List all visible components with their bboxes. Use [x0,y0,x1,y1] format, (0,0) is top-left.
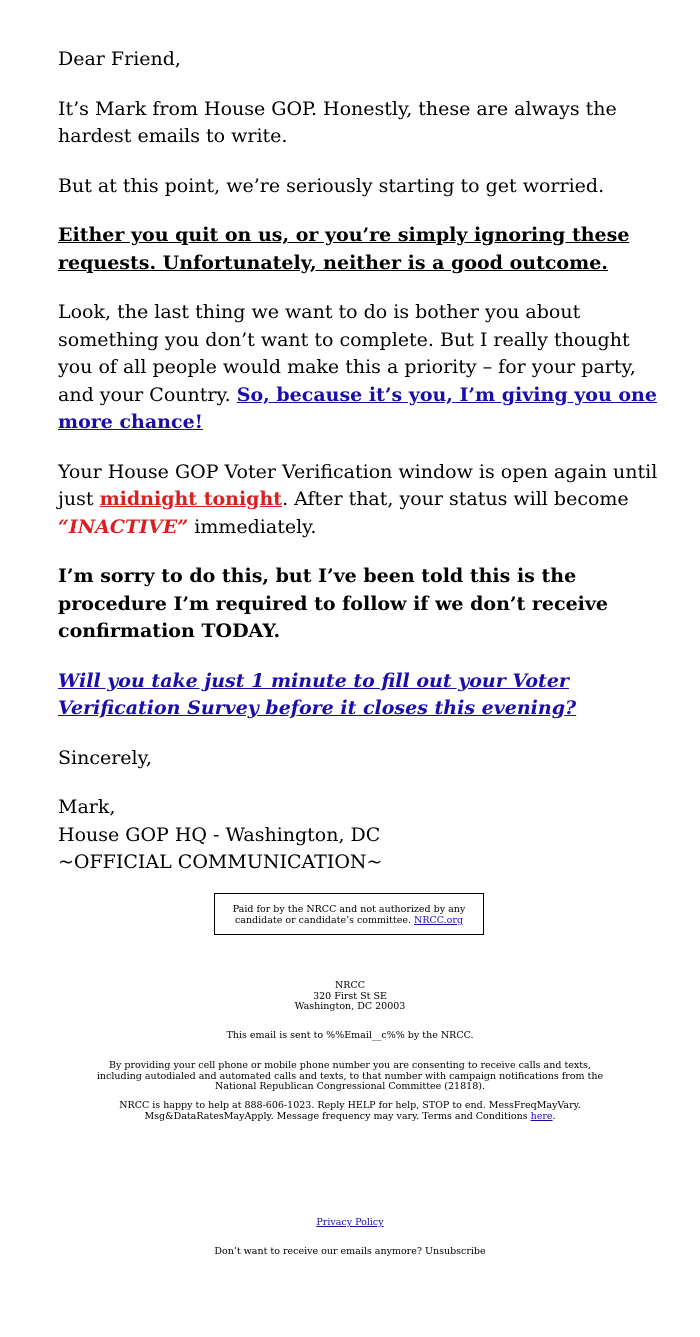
sms-consent-notice: By providing your cell phone or mobile phone number you are consenting to receive calls and texts, including autodialed and automated calls and texts, to that number with campaign notifications from the National Republican Congressional Committee (21818). [96,1060,604,1092]
inactive-status-text: “INACTIVE” [58,515,189,538]
help-text-end: . [552,1110,556,1122]
closing: Sincerely, [58,746,152,769]
warning-paragraph: Either you quit on us, or you’re simply ignoring these requests. Unfortunately, neither is a good outcome. [58,224,630,274]
help-text: NRCC is happy to help at 888-606-1023. Reply HELP for help, STOP to end. MessFreqMayVary. Msg&DataRatesMayApply. Message frequency may vary. Terms and Conditions [119,1100,581,1122]
greeting: Dear Friend, [58,48,181,70]
help-notice [90,1101,610,1122]
privacy-block [90,1218,610,1229]
privacy-policy-link[interactable]: Privacy Policy [316,1217,384,1228]
worried-paragraph: But at this point, we’re seriously starting to get worried. [58,174,605,197]
nrcc-org-link[interactable]: NRCC.org [414,915,464,926]
midnight-tonight-text: midnight tonight [99,488,283,510]
footer-org: NRCC [334,980,365,991]
deadline-text-start: Your House GOP Voter Verification window is open again until just [58,460,658,510]
survey-cta-link[interactable]: Will you take just 1 minute to fill out your Voter Verification Survey before it closes this evening? [58,669,577,719]
email-body [58,46,658,877]
paid-for-disclaimer-box [214,893,484,935]
footer-address [90,981,610,1013]
chance-paragraph [58,299,658,437]
sent-notice: This email is sent to %%Email__c%% by the NRCC. [226,1030,474,1041]
signature-official: ~OFFICIAL COMMUNICATION~ [58,851,383,873]
one-more-chance-link[interactable]: So, because it’s you, I’m giving you one more chance! [58,383,657,433]
priority-text: Look, the last thing we want to do is bother you about something you don’t want to complete. But I really thought you of all people would make this a priority – for your party, and your Country. [58,301,636,406]
footer-street: 320 First St SE [313,990,387,1002]
procedure-paragraph: I’m sorry to do this, but I’ve been told this is the procedure I’m required to follow if we don’t receive confirmation TODAY. [58,565,609,642]
signature [58,794,658,877]
paid-for-text: Paid for by the NRCC and not authorized by any candidate or candidate’s committee. [232,904,466,926]
cta-paragraph [58,668,658,723]
footer-city: Washington, DC 20003 [294,1001,406,1012]
intro-paragraph: It’s Mark from House GOP. Honestly, these are always the hardest emails to write. [58,97,617,147]
unsubscribe-text[interactable]: Don’t want to receive our emails anymore? Unsubscribe [214,1246,486,1257]
signature-org: House GOP HQ - Washington, DC [58,823,381,846]
deadline-paragraph [58,459,658,542]
terms-here-link[interactable]: here [530,1110,553,1122]
signature-name: Mark, [58,796,116,818]
deadline-text-end: immediately. [188,515,317,538]
deadline-text-mid: . After that, your status will become [282,488,629,510]
